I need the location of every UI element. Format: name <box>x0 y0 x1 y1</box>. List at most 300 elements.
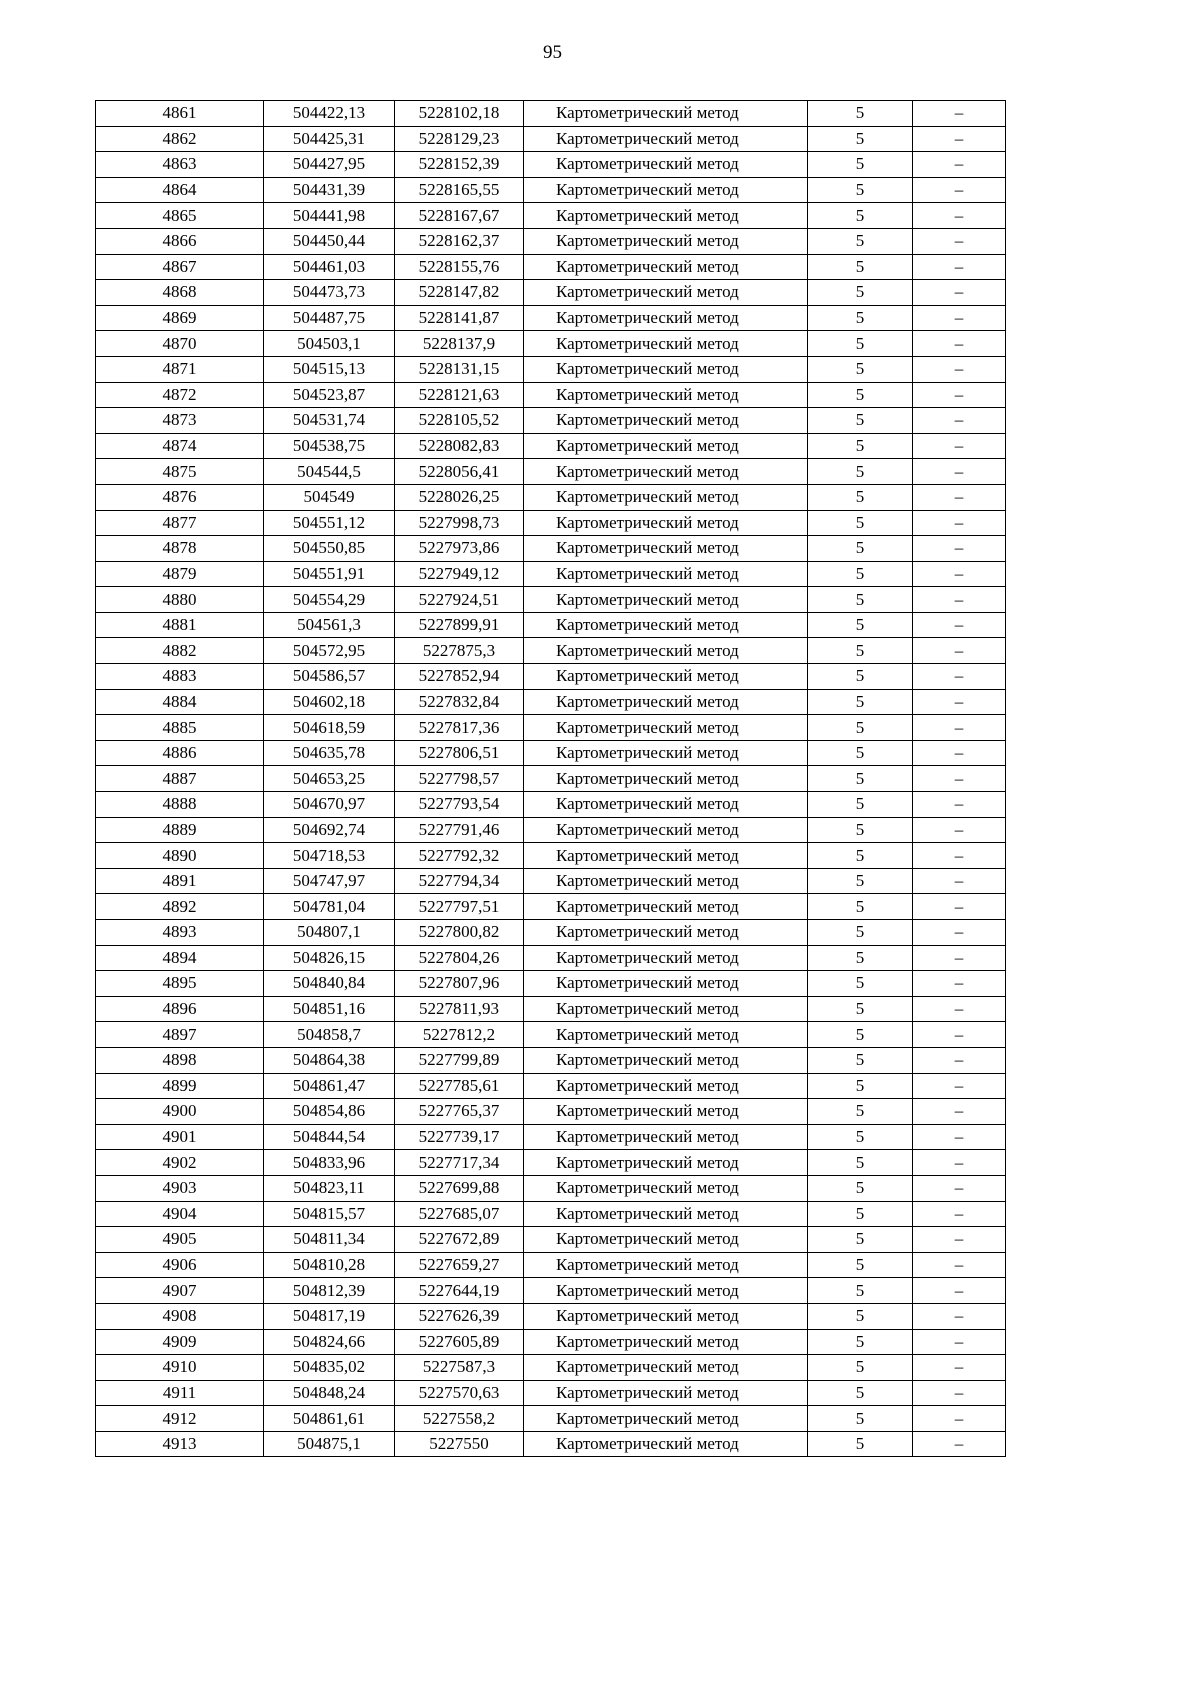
accuracy-cell: 5 <box>808 1355 913 1381</box>
x-coordinate-cell: 504823,11 <box>264 1175 395 1201</box>
y-coordinate-cell: 5227659,27 <box>395 1252 524 1278</box>
point-number-cell: 4895 <box>96 971 264 997</box>
point-number-cell: 4903 <box>96 1175 264 1201</box>
method-cell: Картометрический метод <box>524 177 808 203</box>
point-number-cell: 4889 <box>96 817 264 843</box>
x-coordinate-cell: 504487,75 <box>264 305 395 331</box>
accuracy-cell: 5 <box>808 920 913 946</box>
method-cell: Картометрический метод <box>524 971 808 997</box>
table-row <box>96 1380 1006 1406</box>
note-cell: – <box>913 126 1006 152</box>
point-number-cell: 4891 <box>96 868 264 894</box>
x-coordinate-cell: 504835,02 <box>264 1355 395 1381</box>
page-number: 95 <box>543 42 562 63</box>
table-row <box>96 1022 1006 1048</box>
accuracy-cell: 5 <box>808 1303 913 1329</box>
x-coordinate-cell: 504817,19 <box>264 1303 395 1329</box>
method-cell: Картометрический метод <box>524 484 808 510</box>
method-cell: Картометрический метод <box>524 126 808 152</box>
y-coordinate-cell: 5228155,76 <box>395 254 524 280</box>
note-cell: – <box>913 894 1006 920</box>
note-cell: – <box>913 740 1006 766</box>
y-coordinate-cell: 5227699,88 <box>395 1175 524 1201</box>
accuracy-cell: 5 <box>808 689 913 715</box>
table-row <box>96 1252 1006 1278</box>
method-cell: Картометрический метод <box>524 612 808 638</box>
table-row <box>96 228 1006 254</box>
x-coordinate-cell: 504747,97 <box>264 868 395 894</box>
note-cell: – <box>913 510 1006 536</box>
table-row <box>96 1355 1006 1381</box>
table-row <box>96 792 1006 818</box>
x-coordinate-cell: 504635,78 <box>264 740 395 766</box>
note-cell: – <box>913 1406 1006 1432</box>
point-number-cell: 4882 <box>96 638 264 664</box>
point-number-cell: 4884 <box>96 689 264 715</box>
accuracy-cell: 5 <box>808 1099 913 1125</box>
note-cell: – <box>913 843 1006 869</box>
table-row <box>96 1406 1006 1432</box>
x-coordinate-cell: 504848,24 <box>264 1380 395 1406</box>
x-coordinate-cell: 504864,38 <box>264 1047 395 1073</box>
y-coordinate-cell: 5227793,54 <box>395 792 524 818</box>
y-coordinate-cell: 5227852,94 <box>395 664 524 690</box>
y-coordinate-cell: 5228121,63 <box>395 382 524 408</box>
y-coordinate-cell: 5228131,15 <box>395 356 524 382</box>
method-cell: Картометрический метод <box>524 1380 808 1406</box>
table-row <box>96 1073 1006 1099</box>
table-row <box>96 894 1006 920</box>
method-cell: Картометрический метод <box>524 408 808 434</box>
point-number-cell: 4867 <box>96 254 264 280</box>
method-cell: Картометрический метод <box>524 510 808 536</box>
point-number-cell: 4901 <box>96 1124 264 1150</box>
x-coordinate-cell: 504833,96 <box>264 1150 395 1176</box>
method-cell: Картометрический метод <box>524 1073 808 1099</box>
method-cell: Картометрический метод <box>524 152 808 178</box>
note-cell: – <box>913 254 1006 280</box>
x-coordinate-cell: 504531,74 <box>264 408 395 434</box>
point-number-cell: 4865 <box>96 203 264 229</box>
table-row <box>96 1227 1006 1253</box>
x-coordinate-cell: 504550,85 <box>264 536 395 562</box>
table-row <box>96 1329 1006 1355</box>
y-coordinate-cell: 5227998,73 <box>395 510 524 536</box>
x-coordinate-cell: 504858,7 <box>264 1022 395 1048</box>
point-number-cell: 4863 <box>96 152 264 178</box>
method-cell: Картометрический метод <box>524 331 808 357</box>
x-coordinate-cell: 504431,39 <box>264 177 395 203</box>
y-coordinate-cell: 5228105,52 <box>395 408 524 434</box>
x-coordinate-cell: 504538,75 <box>264 433 395 459</box>
point-number-cell: 4877 <box>96 510 264 536</box>
point-number-cell: 4908 <box>96 1303 264 1329</box>
y-coordinate-cell: 5228056,41 <box>395 459 524 485</box>
y-coordinate-cell: 5227717,34 <box>395 1150 524 1176</box>
accuracy-cell: 5 <box>808 228 913 254</box>
x-coordinate-cell: 504461,03 <box>264 254 395 280</box>
note-cell: – <box>913 305 1006 331</box>
note-cell: – <box>913 638 1006 664</box>
coordinates-table <box>95 100 1006 1457</box>
x-coordinate-cell: 504544,5 <box>264 459 395 485</box>
y-coordinate-cell: 5227804,26 <box>395 945 524 971</box>
note-cell: – <box>913 996 1006 1022</box>
accuracy-cell: 5 <box>808 126 913 152</box>
point-number-cell: 4864 <box>96 177 264 203</box>
accuracy-cell: 5 <box>808 459 913 485</box>
note-cell: – <box>913 1175 1006 1201</box>
accuracy-cell: 5 <box>808 1252 913 1278</box>
point-number-cell: 4875 <box>96 459 264 485</box>
x-coordinate-cell: 504586,57 <box>264 664 395 690</box>
x-coordinate-cell: 504441,98 <box>264 203 395 229</box>
accuracy-cell: 5 <box>808 587 913 613</box>
note-cell: – <box>913 971 1006 997</box>
point-number-cell: 4912 <box>96 1406 264 1432</box>
y-coordinate-cell: 5227806,51 <box>395 740 524 766</box>
y-coordinate-cell: 5227792,32 <box>395 843 524 869</box>
method-cell: Картометрический метод <box>524 1124 808 1150</box>
point-number-cell: 4880 <box>96 587 264 613</box>
note-cell: – <box>913 433 1006 459</box>
note-cell: – <box>913 459 1006 485</box>
method-cell: Картометрический метод <box>524 1175 808 1201</box>
x-coordinate-cell: 504875,1 <box>264 1431 395 1457</box>
y-coordinate-cell: 5227899,91 <box>395 612 524 638</box>
note-cell: – <box>913 792 1006 818</box>
point-number-cell: 4888 <box>96 792 264 818</box>
table-row <box>96 817 1006 843</box>
table-row <box>96 1303 1006 1329</box>
note-cell: – <box>913 561 1006 587</box>
method-cell: Картометрический метод <box>524 664 808 690</box>
table-row <box>96 177 1006 203</box>
table-row <box>96 484 1006 510</box>
table-row <box>96 1150 1006 1176</box>
x-coordinate-cell: 504781,04 <box>264 894 395 920</box>
accuracy-cell: 5 <box>808 305 913 331</box>
table-row <box>96 1047 1006 1073</box>
x-coordinate-cell: 504602,18 <box>264 689 395 715</box>
y-coordinate-cell: 5227800,82 <box>395 920 524 946</box>
note-cell: – <box>913 587 1006 613</box>
accuracy-cell: 5 <box>808 996 913 1022</box>
method-cell: Картометрический метод <box>524 638 808 664</box>
accuracy-cell: 5 <box>808 792 913 818</box>
accuracy-cell: 5 <box>808 203 913 229</box>
y-coordinate-cell: 5228165,55 <box>395 177 524 203</box>
x-coordinate-cell: 504670,97 <box>264 792 395 818</box>
table-row <box>96 536 1006 562</box>
x-coordinate-cell: 504810,28 <box>264 1252 395 1278</box>
table-row <box>96 561 1006 587</box>
y-coordinate-cell: 5227817,36 <box>395 715 524 741</box>
y-coordinate-cell: 5227644,19 <box>395 1278 524 1304</box>
note-cell: – <box>913 203 1006 229</box>
accuracy-cell: 5 <box>808 433 913 459</box>
point-number-cell: 4885 <box>96 715 264 741</box>
accuracy-cell: 5 <box>808 1022 913 1048</box>
note-cell: – <box>913 177 1006 203</box>
y-coordinate-cell: 5228141,87 <box>395 305 524 331</box>
accuracy-cell: 5 <box>808 561 913 587</box>
note-cell: – <box>913 715 1006 741</box>
y-coordinate-cell: 5227765,37 <box>395 1099 524 1125</box>
note-cell: – <box>913 1329 1006 1355</box>
method-cell: Картометрический метод <box>524 356 808 382</box>
point-number-cell: 4876 <box>96 484 264 510</box>
note-cell: – <box>913 1303 1006 1329</box>
point-number-cell: 4894 <box>96 945 264 971</box>
accuracy-cell: 5 <box>808 1175 913 1201</box>
accuracy-cell: 5 <box>808 254 913 280</box>
note-cell: – <box>913 1227 1006 1253</box>
table-row <box>96 280 1006 306</box>
table-row <box>96 1201 1006 1227</box>
note-cell: – <box>913 228 1006 254</box>
point-number-cell: 4881 <box>96 612 264 638</box>
y-coordinate-cell: 5227791,46 <box>395 817 524 843</box>
note-cell: – <box>913 101 1006 127</box>
note-cell: – <box>913 484 1006 510</box>
y-coordinate-cell: 5227672,89 <box>395 1227 524 1253</box>
point-number-cell: 4911 <box>96 1380 264 1406</box>
point-number-cell: 4898 <box>96 1047 264 1073</box>
note-cell: – <box>913 689 1006 715</box>
x-coordinate-cell: 504811,34 <box>264 1227 395 1253</box>
table-row <box>96 945 1006 971</box>
x-coordinate-cell: 504427,95 <box>264 152 395 178</box>
point-number-cell: 4883 <box>96 664 264 690</box>
method-cell: Картометрический метод <box>524 228 808 254</box>
note-cell: – <box>913 766 1006 792</box>
y-coordinate-cell: 5227626,39 <box>395 1303 524 1329</box>
point-number-cell: 4886 <box>96 740 264 766</box>
point-number-cell: 4890 <box>96 843 264 869</box>
y-coordinate-cell: 5228147,82 <box>395 280 524 306</box>
table-row <box>96 203 1006 229</box>
point-number-cell: 4904 <box>96 1201 264 1227</box>
table-row <box>96 459 1006 485</box>
point-number-cell: 4896 <box>96 996 264 1022</box>
y-coordinate-cell: 5227949,12 <box>395 561 524 587</box>
y-coordinate-cell: 5227558,2 <box>395 1406 524 1432</box>
x-coordinate-cell: 504425,31 <box>264 126 395 152</box>
accuracy-cell: 5 <box>808 152 913 178</box>
x-coordinate-cell: 504815,57 <box>264 1201 395 1227</box>
y-coordinate-cell: 5227605,89 <box>395 1329 524 1355</box>
point-number-cell: 4873 <box>96 408 264 434</box>
table-row <box>96 356 1006 382</box>
accuracy-cell: 5 <box>808 510 913 536</box>
table-row <box>96 331 1006 357</box>
point-number-cell: 4870 <box>96 331 264 357</box>
accuracy-cell: 5 <box>808 356 913 382</box>
accuracy-cell: 5 <box>808 1227 913 1253</box>
method-cell: Картометрический метод <box>524 715 808 741</box>
accuracy-cell: 5 <box>808 868 913 894</box>
method-cell: Картометрический метод <box>524 459 808 485</box>
note-cell: – <box>913 664 1006 690</box>
y-coordinate-cell: 5228129,23 <box>395 126 524 152</box>
method-cell: Картометрический метод <box>524 536 808 562</box>
point-number-cell: 4861 <box>96 101 264 127</box>
method-cell: Картометрический метод <box>524 945 808 971</box>
y-coordinate-cell: 5228162,37 <box>395 228 524 254</box>
accuracy-cell: 5 <box>808 971 913 997</box>
x-coordinate-cell: 504653,25 <box>264 766 395 792</box>
accuracy-cell: 5 <box>808 177 913 203</box>
accuracy-cell: 5 <box>808 1124 913 1150</box>
accuracy-cell: 5 <box>808 408 913 434</box>
x-coordinate-cell: 504503,1 <box>264 331 395 357</box>
accuracy-cell: 5 <box>808 280 913 306</box>
table-row <box>96 920 1006 946</box>
note-cell: – <box>913 1201 1006 1227</box>
x-coordinate-cell: 504523,87 <box>264 382 395 408</box>
table-row <box>96 1175 1006 1201</box>
point-number-cell: 4887 <box>96 766 264 792</box>
y-coordinate-cell: 5228026,25 <box>395 484 524 510</box>
method-cell: Картометрический метод <box>524 1329 808 1355</box>
point-number-cell: 4906 <box>96 1252 264 1278</box>
note-cell: – <box>913 945 1006 971</box>
note-cell: – <box>913 817 1006 843</box>
point-number-cell: 4878 <box>96 536 264 562</box>
table-row <box>96 1099 1006 1125</box>
y-coordinate-cell: 5227812,2 <box>395 1022 524 1048</box>
table-row <box>96 587 1006 613</box>
x-coordinate-cell: 504844,54 <box>264 1124 395 1150</box>
x-coordinate-cell: 504807,1 <box>264 920 395 946</box>
x-coordinate-cell: 504618,59 <box>264 715 395 741</box>
y-coordinate-cell: 5228137,9 <box>395 331 524 357</box>
x-coordinate-cell: 504450,44 <box>264 228 395 254</box>
y-coordinate-cell: 5227685,07 <box>395 1201 524 1227</box>
point-number-cell: 4874 <box>96 433 264 459</box>
note-cell: – <box>913 152 1006 178</box>
point-number-cell: 4910 <box>96 1355 264 1381</box>
method-cell: Картометрический метод <box>524 1406 808 1432</box>
y-coordinate-cell: 5227785,61 <box>395 1073 524 1099</box>
accuracy-cell: 5 <box>808 894 913 920</box>
accuracy-cell: 5 <box>808 382 913 408</box>
point-number-cell: 4866 <box>96 228 264 254</box>
point-number-cell: 4871 <box>96 356 264 382</box>
accuracy-cell: 5 <box>808 1431 913 1457</box>
point-number-cell: 4902 <box>96 1150 264 1176</box>
accuracy-cell: 5 <box>808 664 913 690</box>
note-cell: – <box>913 612 1006 638</box>
table-row <box>96 638 1006 664</box>
note-cell: – <box>913 536 1006 562</box>
table-row <box>96 843 1006 869</box>
table-row <box>96 689 1006 715</box>
method-cell: Картометрический метод <box>524 689 808 715</box>
method-cell: Картометрический метод <box>524 996 808 1022</box>
point-number-cell: 4905 <box>96 1227 264 1253</box>
x-coordinate-cell: 504692,74 <box>264 817 395 843</box>
point-number-cell: 4913 <box>96 1431 264 1457</box>
accuracy-cell: 5 <box>808 638 913 664</box>
note-cell: – <box>913 408 1006 434</box>
point-number-cell: 4892 <box>96 894 264 920</box>
method-cell: Картометрический метод <box>524 1252 808 1278</box>
note-cell: – <box>913 1150 1006 1176</box>
table-row <box>96 408 1006 434</box>
x-coordinate-cell: 504861,61 <box>264 1406 395 1432</box>
method-cell: Картометрический метод <box>524 740 808 766</box>
accuracy-cell: 5 <box>808 484 913 510</box>
y-coordinate-cell: 5228152,39 <box>395 152 524 178</box>
y-coordinate-cell: 5227924,51 <box>395 587 524 613</box>
point-number-cell: 4869 <box>96 305 264 331</box>
point-number-cell: 4879 <box>96 561 264 587</box>
method-cell: Картометрический метод <box>524 1355 808 1381</box>
x-coordinate-cell: 504826,15 <box>264 945 395 971</box>
accuracy-cell: 5 <box>808 1278 913 1304</box>
accuracy-cell: 5 <box>808 945 913 971</box>
method-cell: Картометрический метод <box>524 894 808 920</box>
y-coordinate-cell: 5227797,51 <box>395 894 524 920</box>
x-coordinate-cell: 504824,66 <box>264 1329 395 1355</box>
x-coordinate-cell: 504473,73 <box>264 280 395 306</box>
y-coordinate-cell: 5227832,84 <box>395 689 524 715</box>
x-coordinate-cell: 504515,13 <box>264 356 395 382</box>
method-cell: Картометрический метод <box>524 280 808 306</box>
note-cell: – <box>913 1380 1006 1406</box>
method-cell: Картометрический метод <box>524 1303 808 1329</box>
note-cell: – <box>913 1278 1006 1304</box>
note-cell: – <box>913 1047 1006 1073</box>
x-coordinate-cell: 504554,29 <box>264 587 395 613</box>
accuracy-cell: 5 <box>808 1201 913 1227</box>
y-coordinate-cell: 5227799,89 <box>395 1047 524 1073</box>
note-cell: – <box>913 1355 1006 1381</box>
x-coordinate-cell: 504840,84 <box>264 971 395 997</box>
x-coordinate-cell: 504572,95 <box>264 638 395 664</box>
y-coordinate-cell: 5228102,18 <box>395 101 524 127</box>
note-cell: – <box>913 280 1006 306</box>
table-row <box>96 766 1006 792</box>
y-coordinate-cell: 5227570,63 <box>395 1380 524 1406</box>
y-coordinate-cell: 5227875,3 <box>395 638 524 664</box>
y-coordinate-cell: 5227807,96 <box>395 971 524 997</box>
x-coordinate-cell: 504861,47 <box>264 1073 395 1099</box>
method-cell: Картометрический метод <box>524 817 808 843</box>
note-cell: – <box>913 920 1006 946</box>
table-row <box>96 382 1006 408</box>
table-row <box>96 971 1006 997</box>
x-coordinate-cell: 504851,16 <box>264 996 395 1022</box>
table-row <box>96 1124 1006 1150</box>
y-coordinate-cell: 5227973,86 <box>395 536 524 562</box>
table-row <box>96 126 1006 152</box>
note-cell: – <box>913 1099 1006 1125</box>
y-coordinate-cell: 5227811,93 <box>395 996 524 1022</box>
accuracy-cell: 5 <box>808 766 913 792</box>
table-row <box>96 433 1006 459</box>
method-cell: Картометрический метод <box>524 101 808 127</box>
table-row <box>96 152 1006 178</box>
method-cell: Картометрический метод <box>524 843 808 869</box>
method-cell: Картометрический метод <box>524 561 808 587</box>
method-cell: Картометрический метод <box>524 254 808 280</box>
accuracy-cell: 5 <box>808 715 913 741</box>
note-cell: – <box>913 1022 1006 1048</box>
y-coordinate-cell: 5227798,57 <box>395 766 524 792</box>
